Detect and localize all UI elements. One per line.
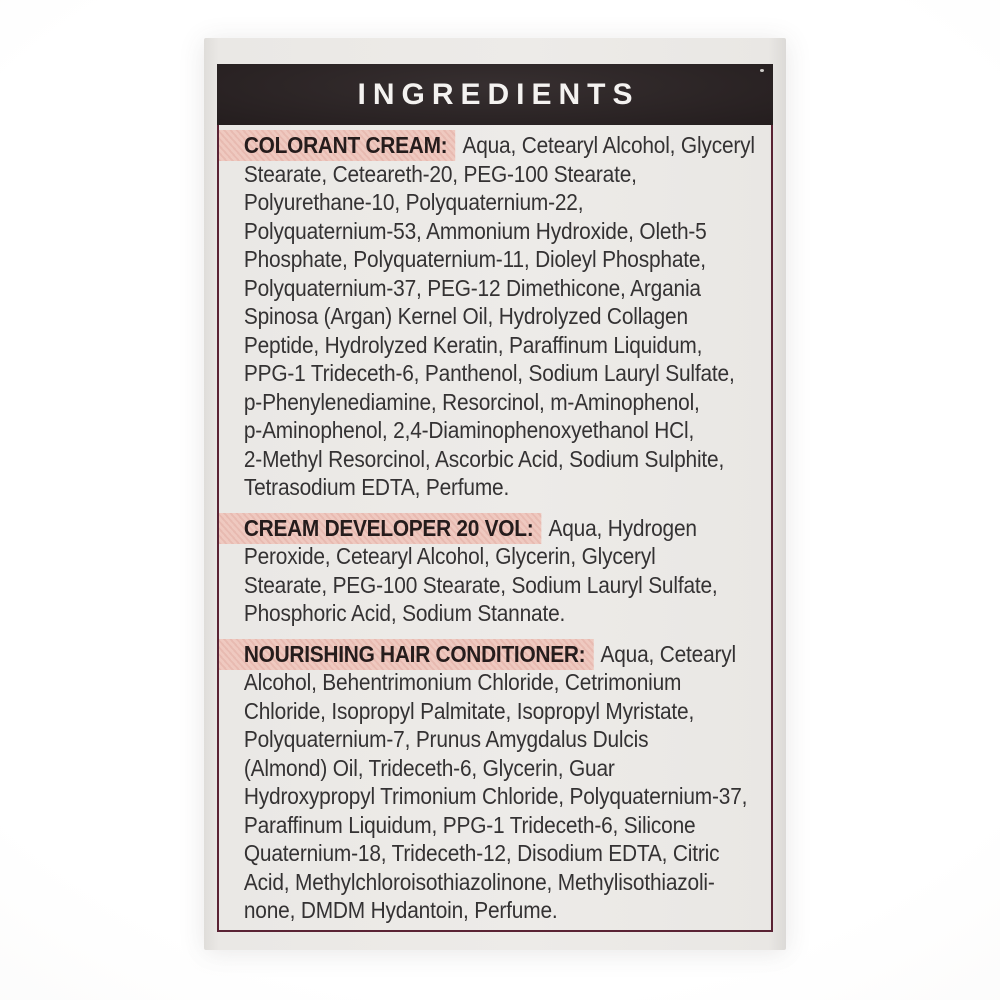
ingredient-line: Chloride, Isopropyl Palmitate, Isopropyl Myristate, (243, 697, 695, 724)
section-colorant-cream (219, 131, 771, 502)
ingredient-line: Polyurethane-10, Polyquaternium-22, (243, 189, 584, 215)
section-nourishing-hair-conditioner (219, 640, 771, 925)
ingredient-line: Stearate, PEG-100 Stearate, Sodium Lauryl Sulfate, (243, 571, 718, 598)
section-title-cream-developer: CREAM DEVELOPER 20 VOL: (219, 513, 541, 544)
section-first-line (219, 640, 771, 669)
section-first-line (219, 131, 771, 160)
ingredient-line: Peptide, Hydrolyzed Keratin, Paraffinum Liquidum, (243, 331, 703, 358)
section-title-nourishing-hair-conditioner: NOURISHING HAIR CONDITIONER: (219, 639, 593, 670)
ingredient-line: Stearate, Ceteareth-20, PEG-100 Stearate, (243, 160, 637, 187)
ingredient-line: Hydroxypropyl Trimonium Chloride, Polyquaternium-37, (243, 783, 748, 809)
ingredient-line: (Almond) Oil, Trideceth-6, Glycerin, Guar (243, 754, 615, 781)
ingredients-text-column (219, 131, 771, 925)
ingredients-title: INGREDIENTS (357, 77, 640, 111)
ingredient-line: Peroxide, Cetearyl Alcohol, Glycerin, Glyceryl (243, 543, 656, 569)
ingredient-line: p-Aminophenol, 2,4-Diaminophenoxyethanol HCl, (243, 417, 695, 443)
ingredient-line: PPG-1 Trideceth-6, Panthenol, Sodium Lauryl Sulfate, (243, 360, 735, 386)
section-first-line (219, 514, 771, 543)
ingredient-line: Acid, Methylchloroisothiazolinone, Methylisothiazoli- (243, 868, 715, 895)
ingredient-line: Polyquaternium-53, Ammonium Hydroxide, Oleth-5 (243, 217, 707, 244)
ingredient-line: none, DMDM Hydantoin, Perfume. (243, 897, 558, 923)
ingredient-line: Polyquaternium-7, Prunus Amygdalus Dulcis (243, 726, 649, 752)
ingredient-line: Aqua, Hydrogen (548, 514, 697, 541)
dust-speck (760, 69, 764, 72)
ingredient-line: Tetrasodium EDTA, Perfume. (243, 474, 510, 500)
ingredient-line: Quaternium-18, Trideceth-12, Disodium EDTA, Citric (243, 840, 720, 866)
section-title-colorant-cream: COLORANT CREAM: (219, 130, 455, 161)
ingredient-line: Paraffinum Liquidum, PPG-1 Trideceth-6, Silicone (243, 811, 696, 838)
ingredients-header-bar (217, 64, 773, 125)
ingredient-line: Polyquaternium-37, PEG-12 Dimethicone, Argania (243, 274, 701, 301)
ingredient-line: Phosphate, Polyquaternium-11, Dioleyl Phosphate, (243, 246, 706, 272)
ingredient-line: Aqua, Cetearyl Alcohol, Glyceryl (462, 132, 755, 158)
ingredient-line: Aqua, Cetearyl (600, 640, 737, 667)
ingredient-line: 2-Methyl Resorcinol, Ascorbic Acid, Sodium Sulphite, (243, 445, 725, 472)
ingredients-label-card (204, 38, 786, 950)
ingredient-line: Alcohol, Behentrimonium Chloride, Cetrimonium (243, 669, 682, 695)
ingredient-line: p-Phenylenediamine, Resorcinol, m-Aminophenol, (243, 388, 700, 415)
ingredient-line: Phosphoric Acid, Sodium Stannate. (243, 600, 566, 626)
ingredients-body-box (217, 125, 773, 932)
section-cream-developer (219, 514, 771, 628)
ingredient-line: Spinosa (Argan) Kernel Oil, Hydrolyzed Collagen (243, 303, 688, 329)
